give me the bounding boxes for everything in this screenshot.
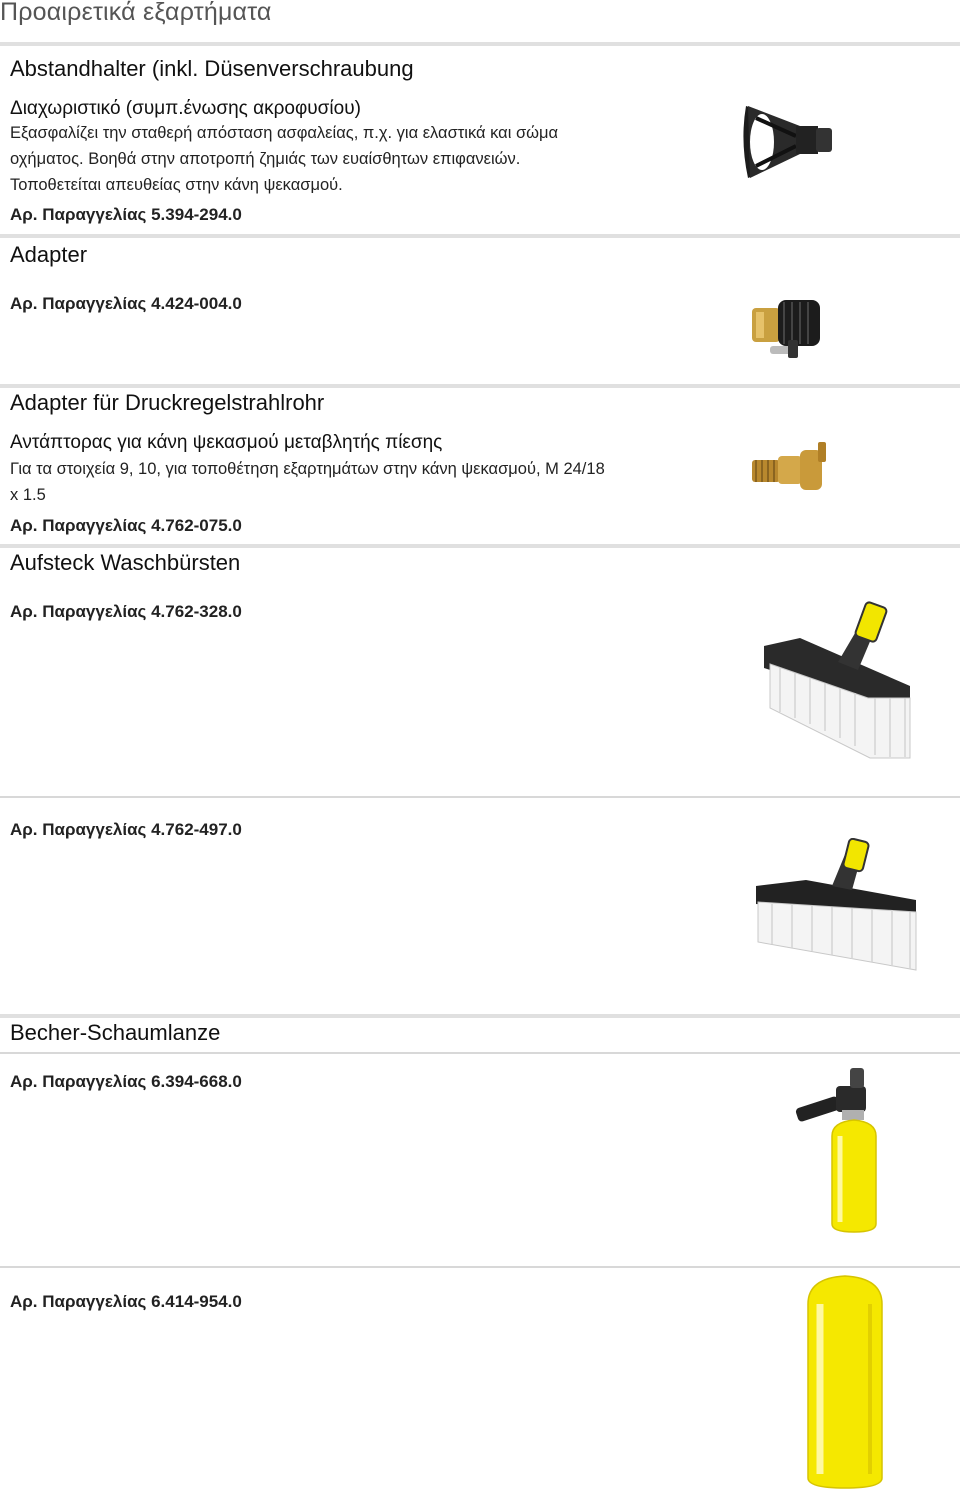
section-divider xyxy=(0,1014,960,1018)
item-divider xyxy=(0,1052,960,1054)
order-number: Αρ. Παραγγελίας 6.394-668.0 xyxy=(10,1072,242,1091)
description-line: Για τα στοιχεία 9, 10, για τοποθέτηση εξαρτημάτων στην κάνη ψεκασμού, M 24/18 xyxy=(10,460,605,478)
spacer-nozzle-image xyxy=(738,96,838,186)
section-subheading: Διαχωριστικό (συμπ.ένωσης ακροφυσίου) xyxy=(10,98,361,119)
section-heading: Adapter für Druckregelstrahlrohr xyxy=(10,390,325,415)
section-subheading: Αντάπτορας για κάνη ψεκασμού μεταβλητής πίεσης xyxy=(10,432,443,453)
description-line: οχήματος. Βοηθά στην αποτροπή ζημιάς των ευαίσθητων επιφανειών. xyxy=(10,150,521,168)
description-line: Εξασφαλίζει την σταθερή απόσταση ασφαλείας, π.χ. για ελαστικά και σώμα xyxy=(10,124,559,142)
section-divider xyxy=(0,544,960,548)
section-divider xyxy=(0,384,960,388)
section-description xyxy=(10,456,605,508)
section-heading: Abstandhalter (inkl. Düsenverschraubung xyxy=(10,56,414,81)
section-divider xyxy=(0,234,960,238)
order-number: Αρ. Παραγγελίας 4.762-328.0 xyxy=(10,602,242,621)
pressure-adapter-image xyxy=(748,438,832,502)
order-number: Αρ. Παραγγελίας 4.762-075.0 xyxy=(10,516,242,535)
description-line: x 1.5 xyxy=(10,486,46,504)
wash-brush-image xyxy=(752,838,920,974)
item-divider xyxy=(0,1266,960,1268)
order-number: Αρ. Παραγγελίας 6.414-954.0 xyxy=(10,1292,242,1311)
section-heading: Adapter xyxy=(10,242,88,267)
foam-bottle-image xyxy=(790,1274,900,1492)
order-number: Αρ. Παραγγελίας 5.394-294.0 xyxy=(10,205,242,224)
order-number: Αρ. Παραγγελίας 4.424-004.0 xyxy=(10,294,242,313)
brass-adapter-image xyxy=(748,290,828,370)
section-divider xyxy=(0,42,960,46)
wash-brush-image xyxy=(760,598,920,760)
page-title: Προαιρετικά εξαρτήματα xyxy=(0,0,272,26)
section-description xyxy=(10,120,558,198)
item-divider xyxy=(0,796,960,798)
order-number: Αρ. Παραγγελίας 4.762-497.0 xyxy=(10,820,242,839)
foam-lance-image xyxy=(792,1064,902,1236)
description-line: Τοποθετείται απευθείας στην κάνη ψεκασμού. xyxy=(10,176,343,194)
section-heading: Becher-Schaumlanze xyxy=(10,1020,221,1045)
section-heading: Aufsteck Waschbürsten xyxy=(10,550,241,575)
